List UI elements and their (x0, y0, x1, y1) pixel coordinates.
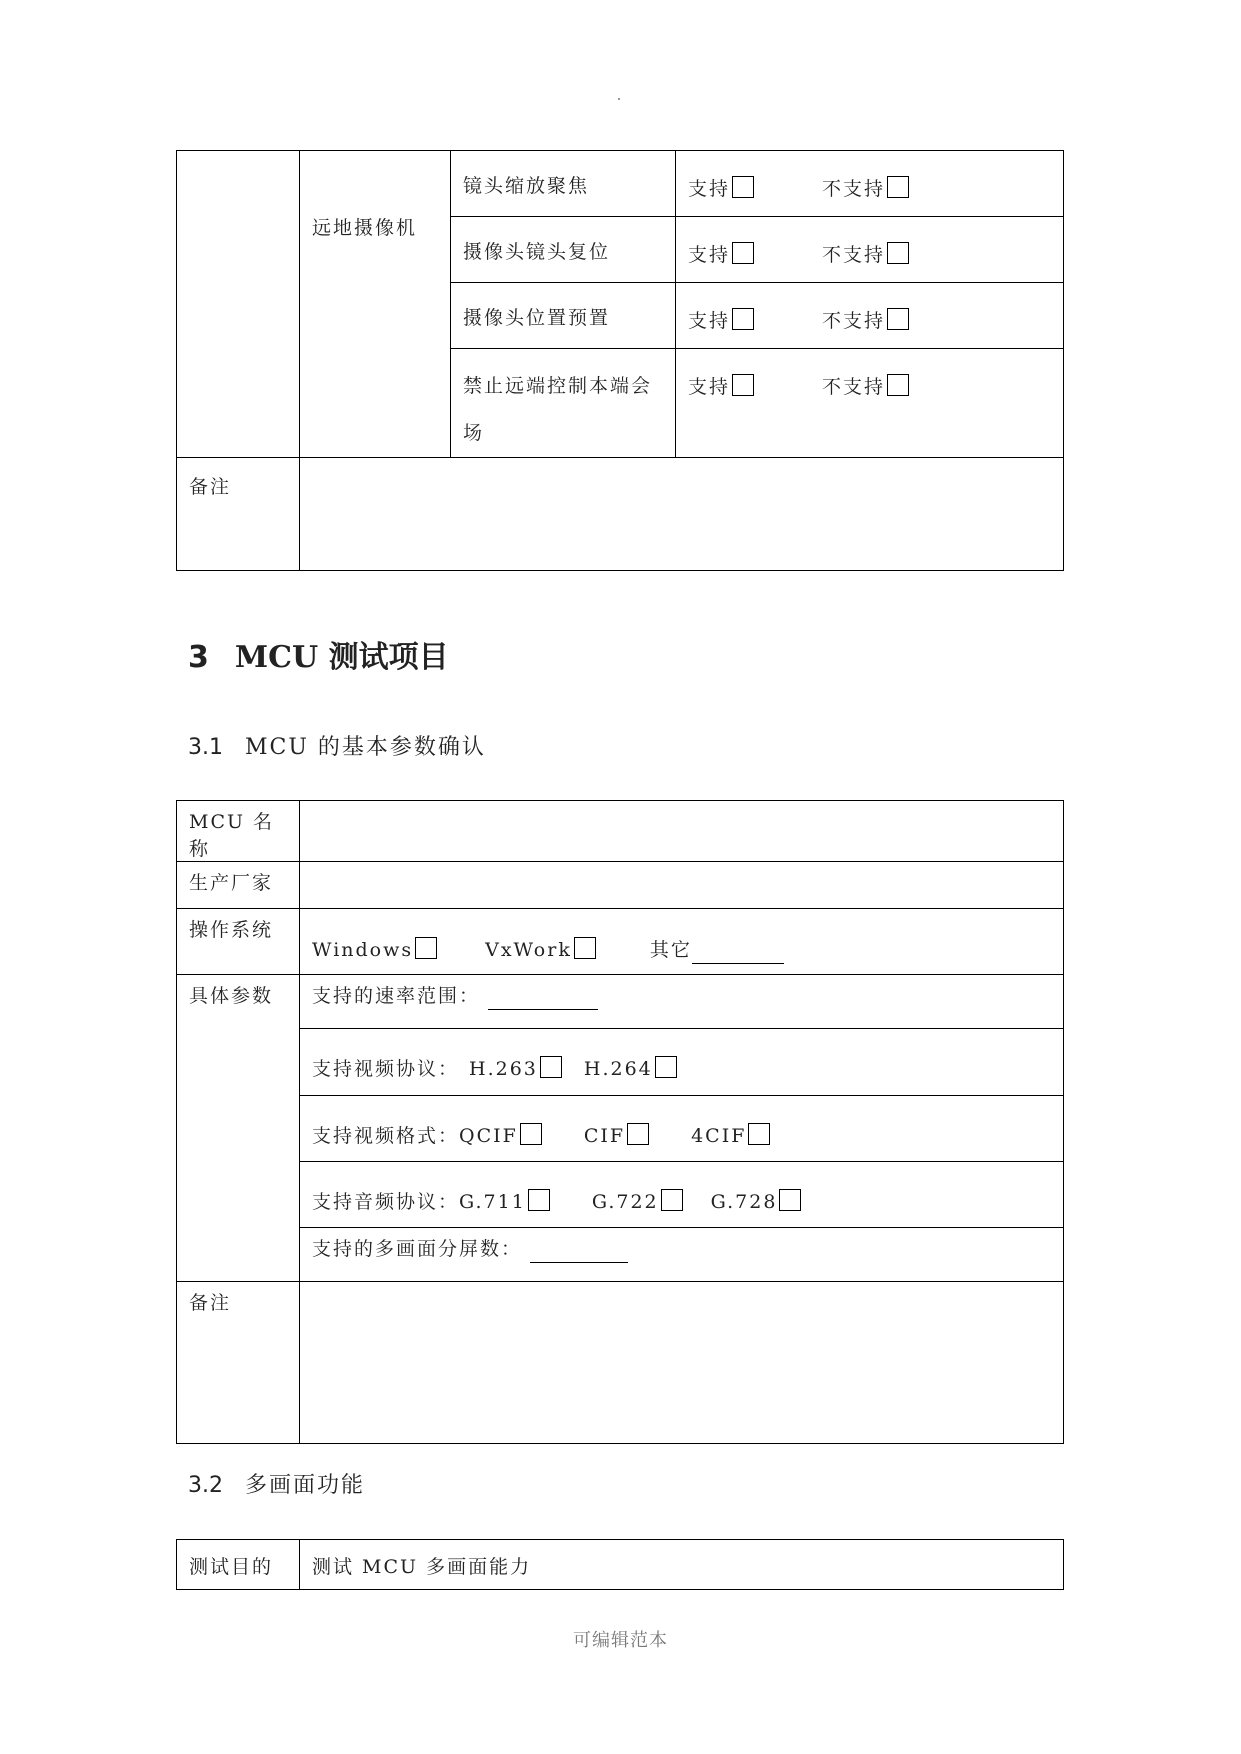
4cif-checkbox[interactable] (748, 1123, 770, 1145)
not-support-checkbox[interactable] (887, 176, 909, 198)
h263-label: H.263 (469, 1058, 538, 1080)
multi-screen-table (176, 1539, 1064, 1590)
purpose-value-cell (300, 1540, 1064, 1590)
g728-label: G.728 (710, 1191, 778, 1213)
mcu-name-label: MCU 名称 (189, 811, 275, 860)
not-support-label: 不支持 (822, 310, 886, 332)
video-format-cell (300, 1096, 1064, 1162)
page-dot (618, 98, 620, 100)
group-label: 远地摄像机 (312, 217, 418, 239)
g711-checkbox[interactable] (528, 1189, 550, 1211)
os-options-cell (300, 909, 1064, 975)
cif-checkbox[interactable] (627, 1123, 649, 1145)
section-3-2-heading (188, 1468, 365, 1499)
item-label: 摄像头位置预置 (463, 307, 611, 329)
option-cell (676, 151, 1064, 217)
manufacturer-label: 生产厂家 (189, 872, 274, 894)
support-checkbox[interactable] (732, 242, 754, 264)
not-support-label: 不支持 (822, 178, 886, 200)
section-3-heading (188, 632, 449, 676)
section-number: 3.1 (188, 735, 223, 760)
option-cell (676, 283, 1064, 349)
empty-category-cell (177, 151, 300, 458)
h264-label: H.264 (583, 1058, 653, 1080)
option-cell (676, 217, 1064, 283)
not-support-label: 不支持 (822, 376, 886, 398)
manufacturer-field[interactable] (300, 862, 1064, 909)
not-support-checkbox[interactable] (887, 374, 909, 396)
section-number: 3.2 (188, 1473, 223, 1498)
g722-checkbox[interactable] (661, 1189, 683, 1211)
option-cell (676, 349, 1064, 458)
split-input[interactable] (530, 1240, 628, 1263)
split-label: 支持的多画面分屏数： (312, 1238, 523, 1260)
section-3-1-heading (188, 730, 486, 761)
manufacturer-label-cell (177, 862, 300, 909)
os-label: 操作系统 (189, 919, 274, 941)
mcu-name-label-cell (177, 801, 300, 862)
windows-label: Windows (312, 939, 414, 961)
qcif-checkbox[interactable] (520, 1123, 542, 1145)
support-checkbox[interactable] (732, 374, 754, 396)
section-title: MCU 的基本参数确认 (245, 735, 486, 760)
rate-label: 支持的速率范围： (312, 985, 481, 1007)
section-title: 多画面功能 (245, 1473, 366, 1498)
g728-checkbox[interactable] (779, 1189, 801, 1211)
not-support-label: 不支持 (822, 244, 886, 266)
item-cell (451, 217, 676, 283)
mcu-params-table (176, 800, 1064, 1444)
item-cell (451, 349, 676, 458)
support-checkbox[interactable] (732, 176, 754, 198)
rate-input[interactable] (488, 987, 598, 1010)
support-checkbox[interactable] (732, 308, 754, 330)
remark-label: 备注 (189, 1292, 232, 1314)
split-cell (300, 1228, 1064, 1282)
section-title: MCU 测试项目 (234, 640, 449, 675)
cif-label: CIF (583, 1125, 626, 1147)
audio-protocol-cell (300, 1162, 1064, 1228)
vxwork-label: VxWork (485, 939, 572, 961)
purpose-value: 测试 MCU 多画面能力 (312, 1556, 532, 1578)
windows-checkbox[interactable] (415, 937, 437, 959)
remark-label-cell (177, 1282, 300, 1444)
other-label: 其它 (649, 939, 692, 961)
video-protocol-cell (300, 1029, 1064, 1096)
support-label: 支持 (688, 244, 731, 266)
mcu-name-field[interactable] (300, 801, 1064, 862)
item-label: 镜头缩放聚焦 (463, 175, 590, 197)
item-cell (451, 283, 676, 349)
remark-field[interactable] (300, 1282, 1064, 1444)
support-label: 支持 (688, 376, 731, 398)
support-label: 支持 (688, 178, 731, 200)
item-label: 禁止远端控制本端会场 (463, 375, 653, 444)
params-label: 具体参数 (189, 985, 274, 1007)
section-number: 3 (188, 640, 209, 675)
remark-label: 备注 (189, 476, 232, 498)
4cif-label: 4CIF (691, 1125, 747, 1147)
remote-camera-table (176, 150, 1064, 571)
not-support-checkbox[interactable] (887, 308, 909, 330)
h263-checkbox[interactable] (540, 1056, 562, 1078)
g722-label: G.722 (591, 1191, 659, 1213)
os-label-cell (177, 909, 300, 975)
params-label-cell (177, 975, 300, 1282)
video-format-label: 支持视频格式： (312, 1125, 460, 1147)
audio-protocol-label: 支持音频协议： (312, 1191, 460, 1213)
qcif-label: QCIF (459, 1125, 518, 1147)
not-support-checkbox[interactable] (887, 242, 909, 264)
rate-cell (300, 975, 1064, 1029)
remark-field[interactable] (300, 458, 1064, 571)
support-label: 支持 (688, 310, 731, 332)
page-footer: 可编辑范本 (573, 1630, 668, 1651)
purpose-label-cell (177, 1540, 300, 1590)
item-label: 摄像头镜头复位 (463, 241, 611, 263)
group-label-cell (300, 151, 451, 458)
h264-checkbox[interactable] (655, 1056, 677, 1078)
other-input[interactable] (692, 941, 784, 964)
item-cell (451, 151, 676, 217)
video-protocol-label: 支持视频协议： (312, 1058, 460, 1080)
remark-label-cell (177, 458, 300, 571)
purpose-label: 测试目的 (189, 1556, 274, 1578)
vxwork-checkbox[interactable] (574, 937, 596, 959)
g711-label: G.711 (459, 1191, 526, 1213)
